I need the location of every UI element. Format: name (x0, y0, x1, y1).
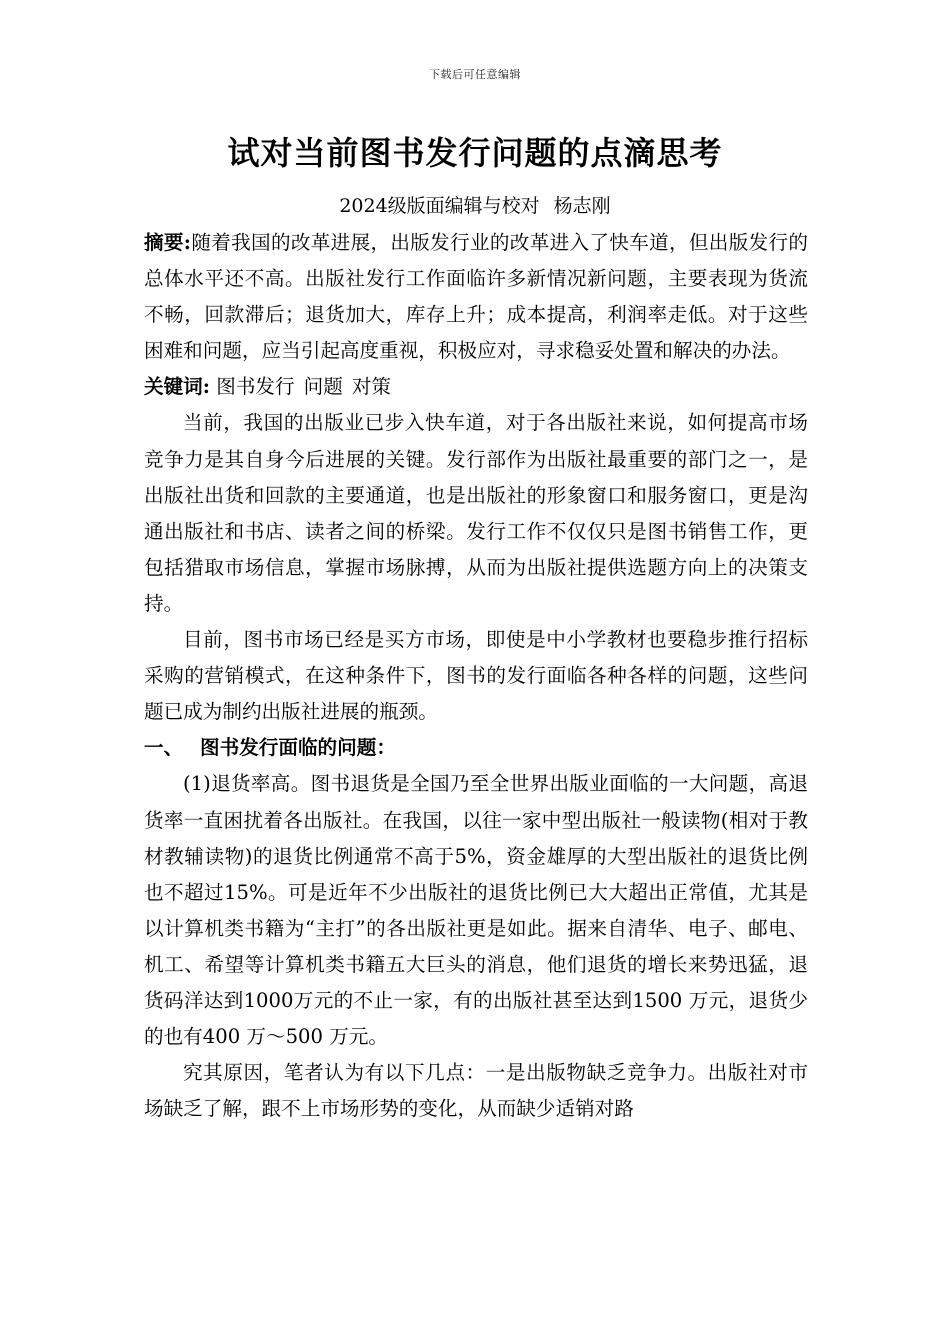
abstract-text: 随着我国的改革进展，出版发行业的改革进入了快车道，但出版发行的总体水平还不高。出版社发行工作面临许多新情况新问题，主要表现为货流不畅，回款滞后；退货加大，库存上升；成本提高，利润率走低。对于这些困难和问题，应当引起高度重视，积极应对，寻求稳妥处置和解决的办法。 (144, 231, 809, 363)
keyword: 对策 (351, 375, 391, 399)
page-title: 试对当前图书发行问题的点滴思考 (227, 134, 723, 172)
body-paragraph: 当前，我国的出版业已步入快车道，对于各出版社来说，如何提高市场竞争力是其自身今后进展的关键。发行部作为出版社最重要的部门之一，是出版社出货和回款的主要通道，也是出版社的形象窗口和服务窗口，更是沟通出版社和书店、读者之间的桥梁。发行工作不仅仅只是图书销售工作，更包括猎取市场信息，掌握市场脉搏，从而为出版社提供选题方向上的决策支持。 (144, 411, 808, 615)
body-paragraph: 目前，图书市场已经是买方市场，即使是中小学教材也要稳步推行招标采购的营销模式，在这种条件下，图书的发行面临各种各样的问题，这些问题已成为制约出版社进展的瓶颈。 (144, 628, 808, 724)
document-body (144, 225, 808, 1127)
section-number: 一、 (144, 736, 184, 760)
author-line (0, 191, 950, 218)
abstract-label: 摘要: (144, 231, 192, 254)
body-paragraph: 究其原因，笔者认为有以下几点：一是出版物缺乏竞争力。出版社对市场缺乏了解，跟不上市场形势的变化，从而缺少适销对路 (144, 1061, 808, 1121)
keywords-line (144, 369, 808, 405)
keywords-label: 关键词: (144, 375, 211, 399)
header-note: 下载后可任意编辑 (429, 68, 521, 81)
section-title: 图书发行面临的问题： (200, 736, 396, 760)
course-name: 2024级版面编辑与校对 (339, 195, 540, 217)
keyword: 图书发行 (216, 375, 295, 399)
section-heading (144, 730, 808, 766)
keyword: 问题 (303, 375, 343, 399)
abstract-paragraph (144, 225, 808, 369)
author-name: 杨志刚 (553, 195, 611, 217)
body-paragraph: (1)退货率高。图书退货是全国乃至全世界出版业面临的一大问题，高退货率一直困扰着各出版社。在我国，以往一家中型出版社一般读物(相对于教材教辅读物)的退货比例通常不高于5%，资金雄厚的大型出版社的退货比例也不超过15%。可是近年不少出版社的退货比例已大大超出正常值，尤其是以计算机类书籍为“主打”的各出版社更是如此。据来自清华、电子、邮电、机工、希望等计算机类书籍五大巨头的消息，他们退货的增长来势迅猛，退货码洋达到1000万元的不止一家，有的出版社甚至达到1500 万元，退货少的也有400 万～500 万元。 (144, 772, 808, 1049)
